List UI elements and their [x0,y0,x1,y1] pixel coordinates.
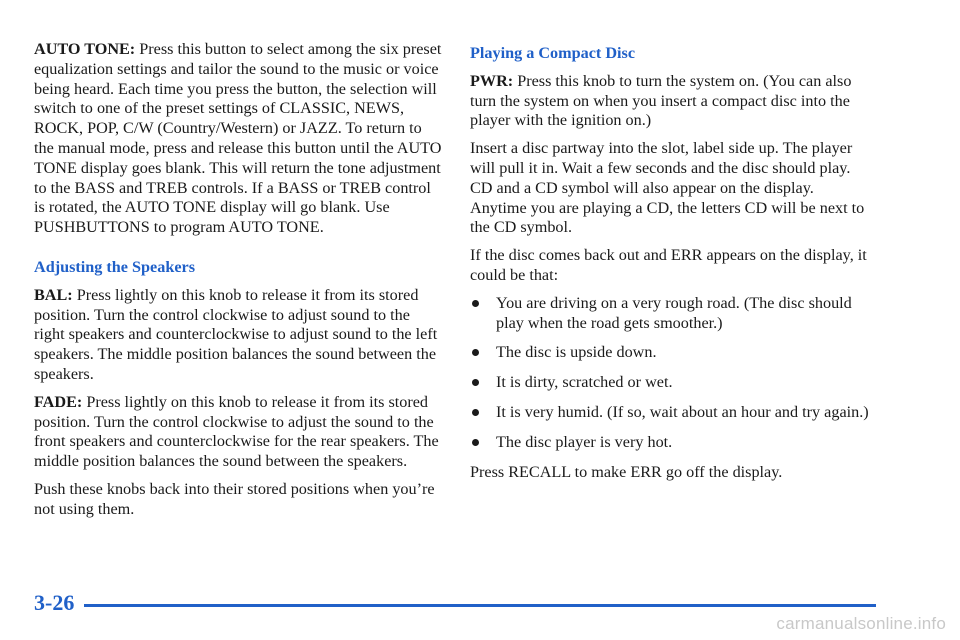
err-intro-paragraph: If the disc comes back out and ERR appears on the display, it could be that: [470,246,867,284]
list-item: It is dirty, scratched or wet. [470,373,870,393]
right-column [470,40,870,490]
push-knobs-paragraph: Push these knobs back into their stored positions when you’re not using them. [34,479,435,518]
cd-heading: Playing a Compact Disc [470,44,636,62]
bal-paragraph [34,286,444,385]
list-item: It is very humid. (If so, wait about an hour and try again.) [470,403,870,423]
fade-term: FADE: [34,392,83,411]
auto-tone-text: Press this button to select among the six preset equalization settings and tailor the sound to the music or voice being heard. Each time you press the button, the selection will switch to one of the preset settings of CLASSIC, NEWS, ROCK, POP, C/W (Country/Western) or JAZZ. To return to the manual mode, press and release this button until the AUTO TONE display goes blank. This will return the tone adjustment to the BASS and TREB controls. If a BASS or TREB control is rotated, the AUTO TONE display will go blank. Use PUSHBUTTONS to program AUTO TONE. [34,40,442,237]
fade-text: Press lightly on this knob to release it from its stored position. Turn the control clockwise to adjust the sound to the front speakers and counterclockwise for the rear speakers. The middle position balances the sound between the speakers. [34,392,439,471]
page-number: 3-26 [34,590,75,615]
speakers-heading: Adjusting the Speakers [34,257,195,276]
list-item: The disc is upside down. [470,343,870,363]
watermark: carmanualsonline.info [776,614,946,633]
fade-paragraph [34,393,444,472]
list-item: You are driving on a very rough road. (The disc should play when the road gets smoother.) [470,294,870,334]
insert-disc-paragraph: Insert a disc partway into the slot, label side up. The player will pull it in. Wait a few seconds and the disc should play. CD and a CD symbol will also appear on the display. Anytime you are playing a CD, the letters CD will be next to the CD symbol. [470,139,865,237]
bal-text: Press lightly on this knob to release it from its stored position. Turn the control clockwise to adjust sound to the right speakers and counterclockwise to adjust sound to the left speakers. The middle position balances the sound between the speakers. [34,285,438,383]
pwr-paragraph [470,72,870,131]
footer-rule [84,604,876,607]
pwr-text: Press this knob to turn the system on. (You can also turn the system on when you insert a compact disc into the player with the ignition on.) [470,71,852,130]
bal-term: BAL: [34,285,73,304]
pwr-term: PWR: [470,71,514,90]
auto-tone-term: AUTO TONE: [34,40,136,58]
list-item: The disc player is very hot. [470,433,870,453]
err-cause-list [470,294,870,453]
left-column [34,40,444,528]
recall-paragraph: Press RECALL to make ERR go off the display. [470,462,783,481]
auto-tone-paragraph [34,40,444,238]
